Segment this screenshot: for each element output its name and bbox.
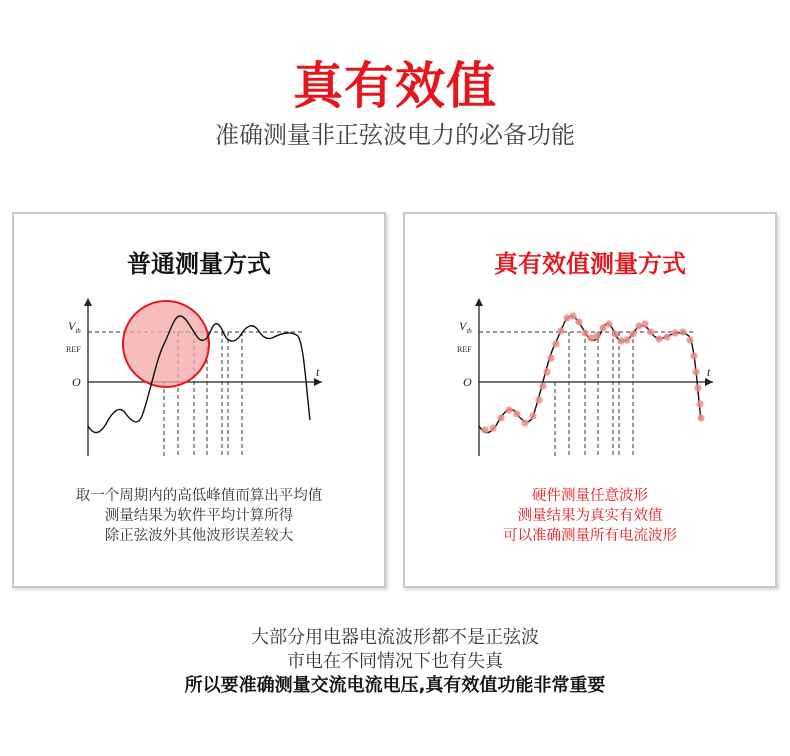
sample-dot (552, 340, 559, 347)
description-line: 取一个周期内的高低峰值而算出平均值 (75, 488, 323, 504)
footer-line: 大部分用电器电流波形都不是正弦波 (251, 627, 539, 648)
sample-dot (694, 384, 701, 391)
origin-label: O (463, 375, 472, 389)
sample-dot (686, 336, 693, 343)
sample-dot (697, 414, 704, 421)
sample-dot (663, 333, 670, 340)
sample-guides (555, 332, 633, 456)
x-axis-arrow (705, 378, 713, 386)
x-axis-arrow (314, 378, 322, 386)
sample-dot (647, 328, 654, 335)
panel-standard-measurement (12, 212, 386, 588)
page-title: 真有效值 (293, 57, 497, 115)
sample-dot (611, 330, 618, 337)
t-axis-label: t (316, 365, 320, 379)
sample-dot (521, 419, 528, 426)
panel-description-true-rms (405, 486, 775, 546)
sample-dot (690, 352, 697, 359)
description-line: 除正弦波外其他波形误差较大 (104, 528, 294, 544)
sample-dot (539, 382, 546, 389)
sample-dot (599, 324, 606, 331)
page-subtitle: 准确测量非正弦波电力的必备功能 (215, 121, 575, 149)
vth-label: $V_{th}$ (459, 319, 472, 335)
sample-dot (617, 337, 624, 344)
sample-dot (513, 410, 520, 417)
sample-dot (505, 406, 512, 413)
peak-highlight-circle (123, 301, 209, 387)
description-line: 测量结果为真实有效值 (517, 508, 663, 524)
vth-label: $V_{th}$ (68, 319, 81, 335)
sample-dot (679, 328, 686, 335)
sample-dot (692, 368, 699, 375)
ref-label: REF (66, 345, 81, 354)
footer-text (0, 626, 790, 698)
sample-dot (489, 424, 496, 431)
sample-dot (581, 329, 588, 336)
sample-dot (547, 354, 554, 361)
sample-dot (529, 412, 536, 419)
sample-dot (605, 320, 612, 327)
sample-dot (575, 318, 582, 325)
description-line: 测量结果为软件平均计算所得 (104, 508, 294, 524)
y-axis-arrow (475, 298, 483, 306)
waveform-graph-standard (64, 296, 324, 458)
t-axis-label: t (707, 365, 711, 379)
sample-dot (671, 329, 678, 336)
sample-dot (557, 327, 564, 334)
panel-title-standard: 普通测量方式 (127, 250, 271, 278)
sample-dot (569, 312, 576, 319)
sample-dot (481, 426, 488, 433)
description-line: 硬件测量任意波形 (532, 488, 648, 504)
sample-dot (629, 330, 636, 337)
sample-dot (535, 396, 542, 403)
panel-description-standard (14, 486, 384, 546)
sample-dot (623, 336, 630, 343)
waveform-graph-true-rms (455, 296, 715, 458)
panel-true-rms-measurement (403, 212, 777, 588)
sample-dots (481, 312, 704, 433)
panel-title-true-rms: 真有效值测量方式 (494, 250, 686, 278)
footer-emphasis-line: 所以要准确测量交流电流电压,真有效值功能非常重要 (184, 675, 606, 696)
sample-dot (497, 414, 504, 421)
sample-dot (696, 400, 703, 407)
description-line: 可以准确测量所有电流波形 (503, 528, 677, 544)
origin-label: O (72, 375, 81, 389)
sample-dot (593, 332, 600, 339)
sample-dot (655, 335, 662, 342)
sample-dot (641, 320, 648, 327)
ref-label: REF (457, 345, 472, 354)
footer-line: 市电在不同情况下也有失真 (287, 651, 503, 672)
sample-dot (543, 368, 550, 375)
y-axis-arrow (84, 298, 92, 306)
